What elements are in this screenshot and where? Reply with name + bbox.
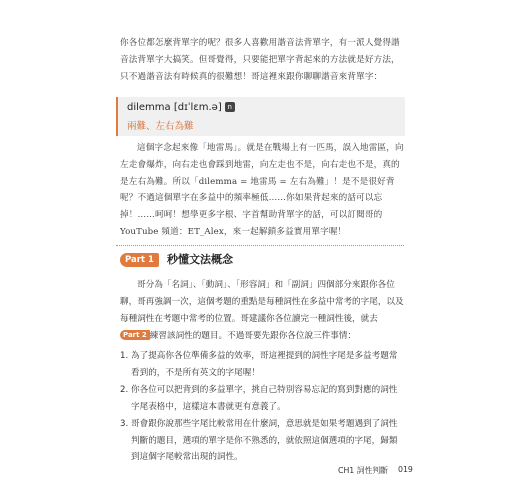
footer-chapter: CH1 詞性判斷 — [338, 466, 388, 475]
list-item — [120, 382, 405, 415]
vocab-meaning: 兩難、左右為難 — [127, 121, 194, 132]
section-paragraph-text-2: 練習該詞性的題目。不過哥要先跟你各位說三件事情： — [149, 331, 357, 341]
list-text: 為了提高你各位準備多益的效率，哥這裡提到的詞性字尾是多益考題常看到的，不是所有英文的字尾喔！ — [131, 351, 398, 378]
page-number: 019 — [398, 465, 413, 474]
part-of-speech-badge: n — [225, 102, 235, 112]
list-text: 你各位可以把背到的多益單字，挑自己特別容易忘記的寫到對應的詞性字尾表格中，這樣這本書就更有意義了。 — [131, 385, 398, 412]
notes-list — [120, 348, 405, 467]
section-paragraph-text: 哥分為「名詞」、「動詞」、「形容詞」和「副詞」四個部分來跟你各位聊，哥再強調一次，這個考題的重點是每種詞性在多益中常考的字尾，以及每種詞性在考題中常考的位置。哥建議你各位讀完一種詞性後，就去 — [120, 280, 404, 324]
section-divider — [116, 245, 404, 246]
list-item — [120, 348, 405, 381]
list-item — [120, 416, 405, 466]
list-number: 1. — [120, 351, 129, 361]
vocab-word: dilemma [dɪˈlɛm.ə] — [127, 102, 222, 113]
list-text: 哥會跟你說那些字尾比較常用在什麼詞，意思就是如果考題遇到了詞性判斷的題目，選項的單字是你不熟悉的，就依照這個選項的字尾，歸類到這個字尾較常出現的詞性。 — [131, 419, 398, 462]
inline-part-badge: Part 2 — [120, 330, 150, 340]
vocab-box — [116, 97, 405, 136]
list-number: 2. — [120, 385, 129, 395]
explanation-paragraph — [120, 140, 404, 241]
section-title: 秒懂文法概念 — [167, 253, 233, 266]
list-number: 3. — [120, 419, 129, 429]
vocab-word-line — [127, 102, 235, 113]
section-paragraph — [120, 277, 405, 345]
explanation-text: 這個字念起來像「地雷馬」。就是在戰場上有一匹馬，誤入地雷區，向左走會爆炸，向右走也會踩到地雷，向左走也不是，向右走也不是，真的是左右為難。所以「dilemma = 地雷馬 = 左右為難」！是不是很好背呢？不過這個單字在多益中的頻率極低……你如果背起來的話可以忘掉！……呵呵！想學更多字根、字首幫助背單字的話，可以訂閱哥的 YouTube 頻道：ET_Alex，來一起解鎖多益實用單字喔！ — [120, 143, 404, 237]
part-badge: Part 1 — [120, 253, 159, 267]
intro-paragraph: 你各位都怎麼背單字的呢？很多人喜歡用諧音法背單字，有一派人覺得諧音法背單字大搞笑。但哥覺得，只要能把單字背起來的方法就是好方法，只不過諧音法有時候真的很難想！哥這裡來跟你聊聊諧音來背單字： — [120, 38, 400, 82]
